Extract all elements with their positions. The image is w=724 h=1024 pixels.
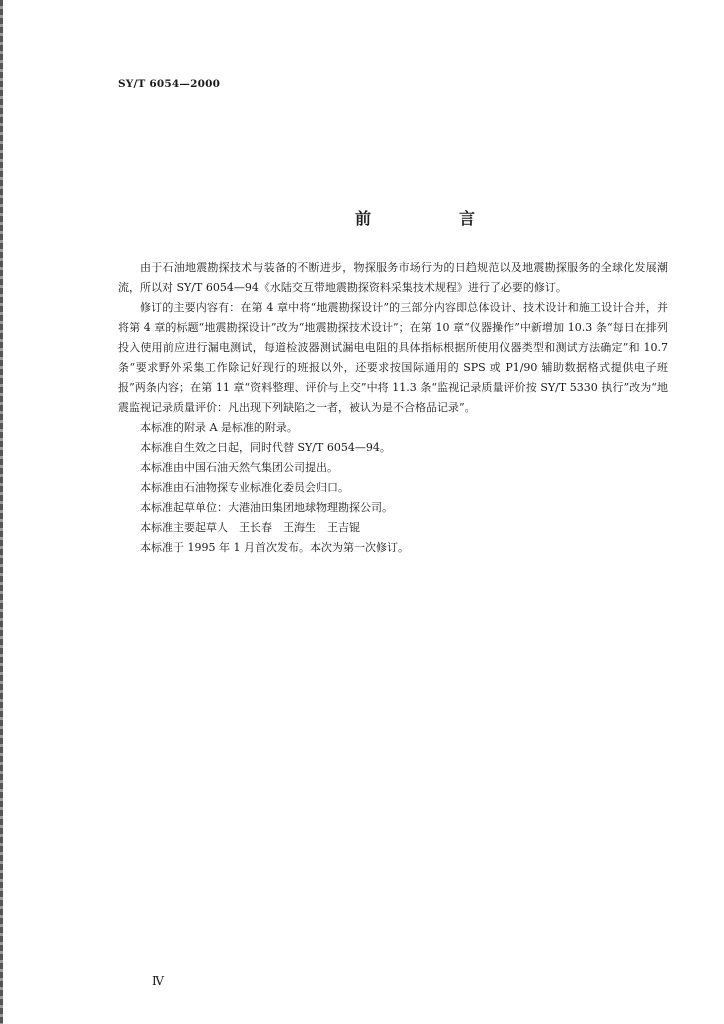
paragraph-centralized-by: 本标准由石油物探专业标准化委员会归口。 (140, 481, 349, 494)
paragraph-drafting-unit: 本标准起草单位：大港油田集团地球物理勘探公司。 (140, 501, 393, 514)
paragraph-revisions: 修订的主要内容有：在第 4 章中将“地震勘探设计”的三部分内容即总体设计、技术设计和施工设计合并，并将第 4 章的标题“地震勘探设计”改为“地震勘探技术设计”；在第 10 章“仪器操作”中新增加 10.3 条“每日在排列投入使用前应进行漏电测试，每道检波器测试漏电电阻的具体指标根据所使用仪器类型和测试方法确定”和 10.7 条“要求野外采集工作除记好现行的班报以外，还要求按国际通用的 SPS 或 P1/90 辅助数据格式提供电子班报”两条内容；在第 11 章“资料整理、评价与上交”中将 11.3 条“监视记录质量评价按 SY/T 5330 执行”改为“地震监视记录质量评价：凡出现下列缺陷之一者，被认为是不合格品记录”。 (118, 301, 668, 414)
scan-edge-artifact (0, 0, 3, 1024)
paragraph-proposed-by: 本标准由中国石油天然气集团公司提出。 (140, 461, 338, 474)
paragraph-appendix: 本标准的附录 A 是标准的附录。 (140, 421, 298, 434)
paragraph-replaces: 本标准自生效之日起，同时代替 SY/T 6054—94。 (140, 441, 391, 454)
paragraph-intro: 由于石油地震勘探技术与装备的不断进步，物探服务市场行为的日趋规范以及地震勘探服务的全球化发展潮流，所以对 SY/T 6054—94《水陆交互带地震勘探资料采集技术规程》进行了必要的修订。 (118, 261, 668, 294)
paragraph-drafters: 本标准主要起草人 王长春 王海生 王吉锟 (140, 521, 360, 534)
page-number: Ⅳ (152, 974, 164, 988)
standard-code-header: SY/T 6054—2000 (118, 78, 221, 90)
foreword-body (118, 258, 668, 558)
page-title: 前 言 (355, 209, 512, 228)
paragraph-first-issue: 本标准于 1995 年 1 月首次发布。本次为第一次修订。 (140, 541, 409, 554)
